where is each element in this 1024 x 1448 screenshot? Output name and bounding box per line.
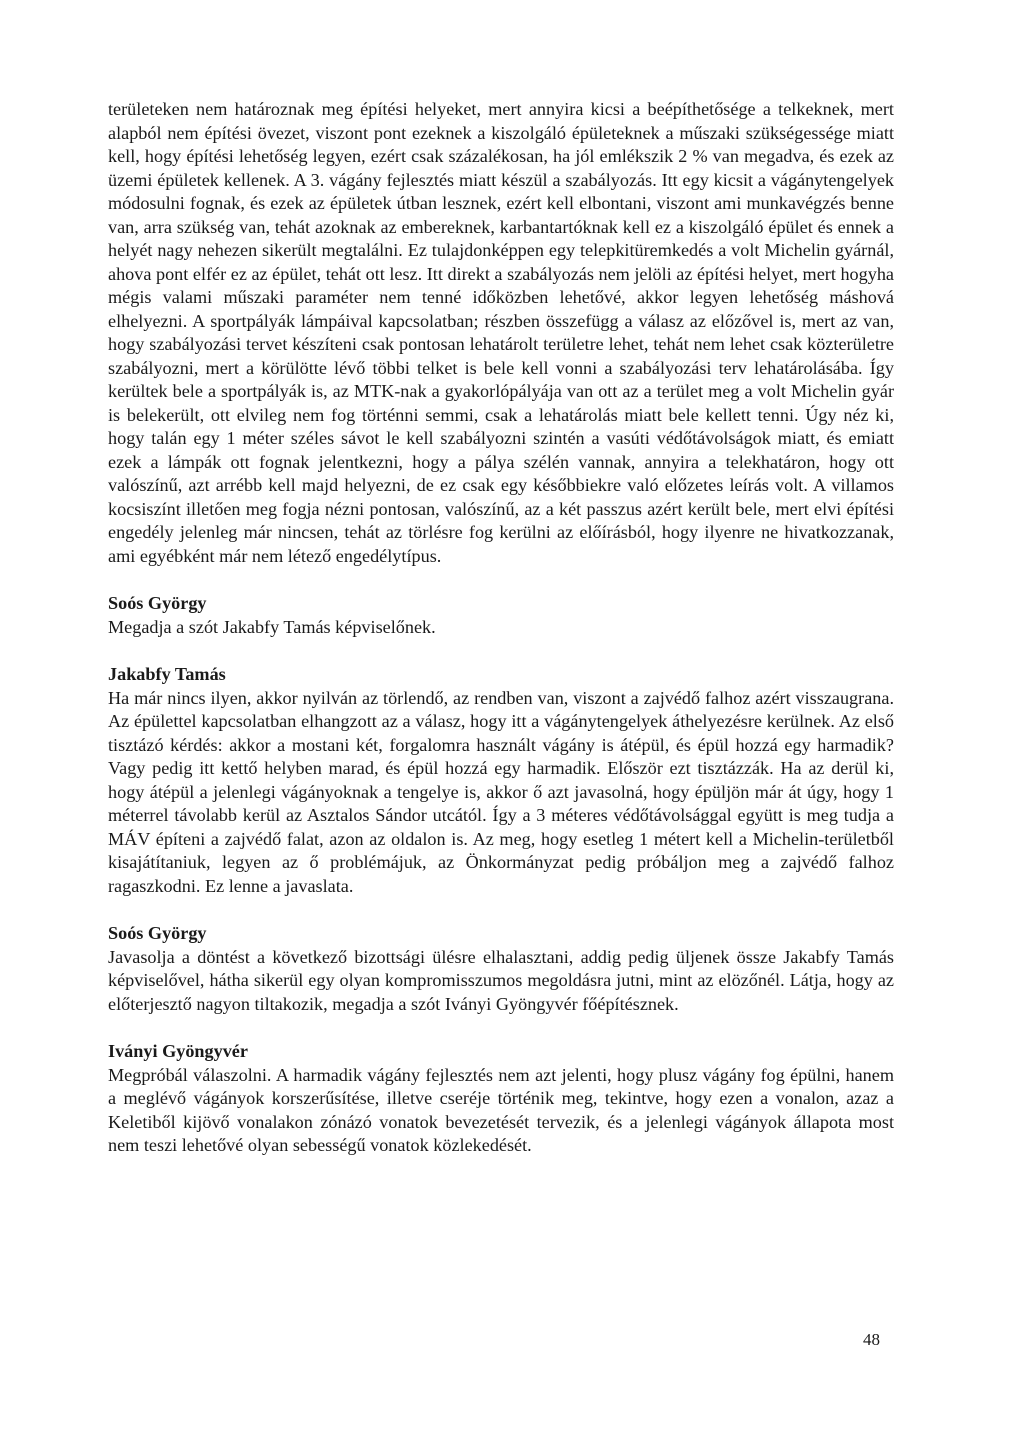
speech-text: Megpróbál válaszolni. A harmadik vágány fejlesztés nem azt jelenti, hogy plusz vágány fog épülni, hanem a meglévő vágányok korszerűsítése, illetve cseréje történik meg, tekintve, hogy ezen a vonalon, azaz a Keletiből kijövő vonalakon zónázó vonatok bevezetését tervezik, és a jelenlegi vágányok állapota most nem teszi lehetővé olyan sebességű vonatok közlekedését. [108, 1064, 894, 1155]
speaker-name: Soós György [108, 593, 207, 613]
speech-text: Ha már nincs ilyen, akkor nyilván az törlendő, az rendben van, viszont a zajvédő falhoz azért visszaugrana. Az épülettel kapcsolatban elhangzott az a válasz, hogy itt a vágánytengelyek áthelyezésre kerülnek. Az első tisztázó kérdés: akkor a mostani két, forgalomra használt vágány is átépül, és épül hozzá egy harmadik? Vagy pedig itt kettő helyben marad, és épül hozzá egy harmadik. Először ezt tisztázzák. Ha az derül ki, hogy átépül a jelenlegi vágányoknak a tengelye is, akkor ő azt javasolná, hogy épüljön már át úgy, hogy 1 méterrel távolabb kerül az Asztalos Sándor utcától. Így a 3 méteres védőtávolsággal együtt is meg tudja a MÁV építeni a zajvédő falat, azon az oldalon is. Az meg, hogy esetleg 1 métert kell a Michelin-területből kisajátítaniuk, legyen az ő problémájuk, az Önkormányzat pedig próbáljon meg a zajvédő falhoz ragaszkodni. Ez lenne a javaslata. [108, 687, 894, 896]
intro-paragraph: területeken nem határoznak meg építési helyeket, mert annyira kicsi a beépíthetősége a telkeknek, mert alapból nem építési övezet, viszont pont ezeknek a kiszolgáló épületeknek a műszaki szükségessége miatt kell, hogy építési lehetőség legyen, ezért csak százalékosan, ha jól emlékszik 2 % van megadva, és ezek az üzemi épületek kellenek. A 3. vágány fejlesztés miatt készül a szabályozás. Itt egy kicsit a vágánytengelyek módosulni fognak, és ezek az épületek útban lesznek, ezért kell elbontani, viszont ami munkavégzés benne van, arra szükség van, tehát azoknak az embereknek, karbantartóknak kell ez a kiszolgáló épület és ennek a helyét nagy nehezen sikerült megtalálni. Ez tulajdonképpen egy telepkitüremkedés a volt Michelin gyárnál, ahova pont elfér ez az épület, tehát ott lesz. Itt direkt a szabályozás nem jelöli az építési helyet, mert hogyha mégis valami műszaki paraméter nem tenné időközben lehetővé, akkor legyen lehetőség máshová elhelyezni. A sportpályák lámpáival kapcsolatban; részben összefügg a válasz az előzővel is, mert az van, hogy szabályozási tervet készíteni csak pontosan lehatárolt területre lehet, tehát nem lehet csak közterületre szabályozni, mert a körülötte lévő többi telket is bele kell vonni a szabályozási terv lehatárolásába. Így kerültek bele a sportpályák is, az MTK-nak a gyakorlópályája van ott az a terület meg a volt Michelin gyár is belekerült, ott elvileg nem fog történni semmi, csak a lehatárolás miatt bele kellett tenni. Úgy néz ki, hogy talán egy 1 méter széles sávot le kell szabályozni szintén a vasúti védőtávolságok miatt, és emiatt ezek a lámpák ott fognak jelentkezni, hogy a pálya szélén vannak, annyira a telekhatáron, hogy ott valószínű, azt arrébb kell majd helyezni, de ez csak egy későbbiekre való előzetes leírás volt. A villamos kocsiszínt illetően meg fogja nézni pontosan, valószínű, az a két passzus azért került bele, mert elvi építési engedély jelenleg már nincsen, tehát az törlésre fog kerülni az előírásból, hogy ilyenre ne hivatkozzanak, ami egyébként már nem létező engedélytípus. [108, 99, 894, 566]
speech-block-soos-2 [108, 922, 894, 1016]
speech-block-jakabfy [108, 663, 894, 898]
speaker-name: Jakabfy Tamás [108, 664, 226, 684]
speaker-name: Soós György [108, 923, 207, 943]
speech-block-ivanyi [108, 1040, 894, 1158]
page-number: 48 [863, 1330, 880, 1349]
document-page [108, 98, 894, 1158]
speech-text: Javasolja a döntést a következő bizottsági ülésre elhalasztani, addig pedig üljenek össze Jakabfy Tamás képviselővel, hátha sikerül egy olyan kompromisszumos megoldásra jutni, mint az elözőnél. Látja, hogy az előterjesztő nagyon tiltakozik, megadja a szót Iványi Gyöngyvér főépítésznek. [108, 946, 894, 1014]
speech-block-soos-1 [108, 592, 894, 639]
speaker-name: Iványi Gyöngyvér [108, 1041, 248, 1061]
speech-text: Megadja a szót Jakabfy Tamás képviselőnek. [108, 616, 436, 637]
